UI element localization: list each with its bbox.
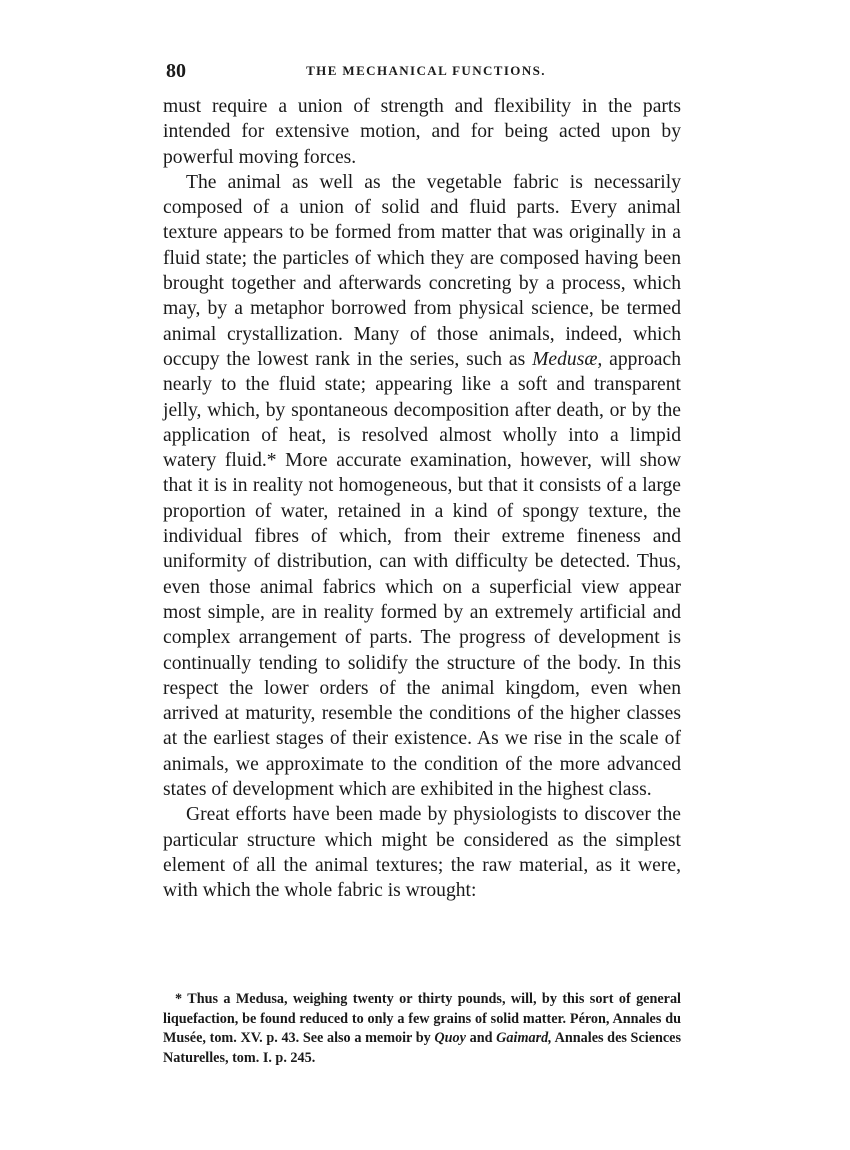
medusae-term: Medusæ, (532, 348, 603, 370)
paragraph-2-text-b: approach nearly to the fluid state; appearing like a soft and transparent jelly, which, by spontaneous decomposition after death, or by the application of heat, is resolved almost wholly into a limpid watery fluid.* More accurate examination, however, will show that it is in reality not homogeneous, but that it consists of a large proportion of water, retained in a kind of spongy texture, the individual fibres of which, from their extreme fineness and uniformity of distribution, can with difficulty be detected. Thus, even those animal fabrics which on a superficial view appear most simple, are in reality formed by an extremely artificial and complex arrangement of parts. The progress of development is continually tending to solidify the structure of the body. In this respect the lower orders of the animal kingdom, even when arrived at maturity, resemble the conditions of the higher classes at the earliest stages of their existence. As we rise in the scale of animals, we approximate to the condition of the more advanced states of development which are exhibited in the highest class. (163, 348, 681, 801)
footnote-text-a: * Thus a Medusa, weighing twenty or thirty pounds, will, by this sort of general liquefaction, be found reduced to only a few grains of solid matter. Péron, Annales du Musée, tom. XV. p. 43. See also a memoir by (163, 991, 681, 1046)
paragraph-3-text: Great efforts have been made by physiologists to discover the particular structure which might be considered as the simplest element of all the animal textures; the raw material, as it were, with which the whole fabric is wrought: (163, 804, 681, 902)
footnote-text-b: Annales des Sciences Naturelles, tom. I. p. 245. (163, 1030, 681, 1066)
running-title: THE MECHANICAL FUNCTIONS. (306, 63, 546, 78)
footnote-author-quoy: Quoy (434, 1030, 466, 1046)
paragraph-2-text-a: The animal as well as the vegetable fabric is necessarily composed of a union of solid and fluid parts. Every animal texture appears to be formed from matter that was originally in a fluid state; the particles of which they are composed having been brought together and afterwards concreting by a process, which may, by a metaphor borrowed from physical science, be termed animal crystallization. Many of those animals, indeed, which occupy the lowest rank in the series, such as (163, 171, 681, 370)
paragraph-continuation (163, 94, 681, 170)
body-text (163, 94, 681, 904)
footnote-text (163, 990, 681, 1068)
page-number: 80 (166, 60, 186, 82)
footnote-conjunction: and (465, 1030, 497, 1046)
footnote-author-gaimard: Gaimard, (496, 1030, 552, 1046)
paragraph-1-text: must require a union of strength and flexibility in the parts intended for extensive motion, and for being acted upon by powerful moving forces. (163, 96, 681, 168)
paragraph-simplest-element (163, 802, 681, 903)
running-head (166, 58, 686, 84)
paragraph-animal-fabric (163, 170, 681, 802)
footnote (163, 990, 681, 1068)
